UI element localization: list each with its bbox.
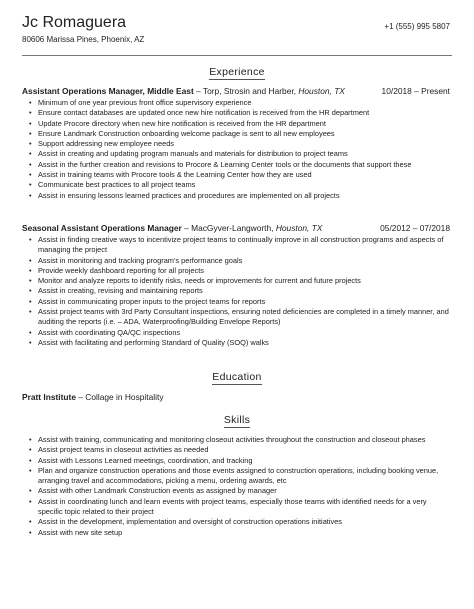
list-item: • Plan and organize construction operations and those events assigned to construction operations, including booking venue, arranging travel and accommodations, picking a menu, ordering awards, etc (38, 466, 450, 487)
job-bullets (22, 98, 450, 201)
candidate-name: Jc Romaguera (22, 14, 127, 31)
list-item: • Assist in communicating proper inputs to the project teams for reports (38, 297, 450, 307)
education-separator: – (75, 392, 86, 402)
header-divider (22, 55, 452, 56)
list-item: • Assist with Lessons Learned meetings, coordination, and tracking (38, 456, 450, 466)
list-item: • Monitor and analyze reports to identify risks, needs or improvements for current and future projects (38, 276, 450, 286)
list-item: • Assist with facilitating and performing Standard of Quality (SOQ) walks (38, 338, 450, 348)
job-location: Houston, TX (298, 86, 345, 96)
job-bullets (22, 235, 450, 348)
skills-heading (0, 414, 474, 426)
education-heading-text: Education (212, 371, 262, 383)
degree: Collage in Hospitality (85, 392, 164, 402)
list-item: • Support addressing new employee needs (38, 139, 450, 149)
list-item: • Assist in ensuring lessons learned practices and procedures are implemented on all projects (38, 191, 450, 201)
list-item: • Assist in monitoring and tracking program's performance goals (38, 256, 450, 266)
job-dates: 10/2018 – Present (381, 86, 450, 96)
list-item: • Provide weekly dashboard reporting for all projects (38, 266, 450, 276)
job-title-line (22, 223, 322, 233)
job-header (22, 86, 450, 98)
list-item: • Minimum of one year previous front office supervisory experience (38, 98, 450, 108)
list-item: • Assist with other Landmark Construction events as assigned by manager (38, 486, 450, 496)
experience-heading-text: Experience (209, 66, 265, 78)
job-location: Houston, TX (275, 223, 323, 233)
list-item: • Assist in training teams with Procore tools & the Learning Center how they are used (38, 170, 450, 180)
job-entry-1 (22, 86, 450, 201)
list-item: • Ensure Landmark Construction onboarding welcome package is sent to all new employees (38, 129, 450, 139)
job-separator: – (193, 86, 203, 96)
experience-heading (0, 66, 474, 78)
list-item: • Assist in finding creative ways to incentivize project teams to continually improve in all construction programs and aspects of managing the project (38, 235, 450, 256)
list-item: • Assist with new site setup (38, 528, 450, 538)
job-company: Torp, Strosin and Harber, (202, 86, 299, 96)
list-item: • Assist in coordinating lunch and learn events with project teams, especially those teams with identified needs for a very specific topic related to their project (38, 497, 450, 518)
candidate-phone: +1 (555) 995 5807 (384, 22, 450, 31)
list-item: • Assist project teams with 3rd Party Consultant inspections, ensuring noted deficiencies are completed in a timely manner, and auditing the reports (i.e. – ADA, Waterproofing/Building Envelope Reports) (38, 307, 450, 328)
job-separator: – (181, 223, 192, 233)
education-entry (22, 392, 164, 402)
skills-bullets (22, 435, 450, 538)
list-item: • Assist with coordinating QA/QC inspections (38, 328, 450, 338)
list-item: • Communicate best practices to all project teams (38, 180, 450, 190)
job-title: Seasonal Assistant Operations Manager (22, 223, 182, 233)
list-item: • Assist with training, communicating and monitoring closeout activities throughout the construction and closeout phases (38, 435, 450, 445)
job-dates: 05/2012 – 07/2018 (380, 223, 450, 233)
job-entry-2 (22, 223, 450, 348)
job-title-line (22, 86, 345, 96)
skills-heading-text: Skills (223, 414, 251, 426)
school-name: Pratt Institute (22, 392, 76, 402)
list-item: • Assist in the development, implementation and oversight of construction operations initiatives (38, 517, 450, 527)
list-item: • Ensure contact databases are updated once new hire notification is received from the HR department (38, 108, 450, 118)
job-header (22, 223, 450, 235)
job-title: Assistant Operations Manager, Middle East (22, 86, 194, 96)
list-item: • Assist in creating, revising and maintaining reports (38, 286, 450, 296)
list-item: • Assist in creating and updating program manuals and materials for distribution to project teams (38, 149, 450, 159)
list-item: • Assist project teams in closeout activities as needed (38, 445, 450, 455)
list-item: • Assist in the further creation and revisions to Procore & Learning Center tools or the documents that support these (38, 160, 450, 170)
education-heading (0, 371, 474, 383)
candidate-address: 80606 Marissa Pines, Phoenix, AZ (22, 35, 145, 44)
job-company: MacGyver-Langworth, (191, 223, 276, 233)
list-item: • Update Procore directory when new hire notification is received from the HR department (38, 119, 450, 129)
skills-list (22, 435, 450, 538)
